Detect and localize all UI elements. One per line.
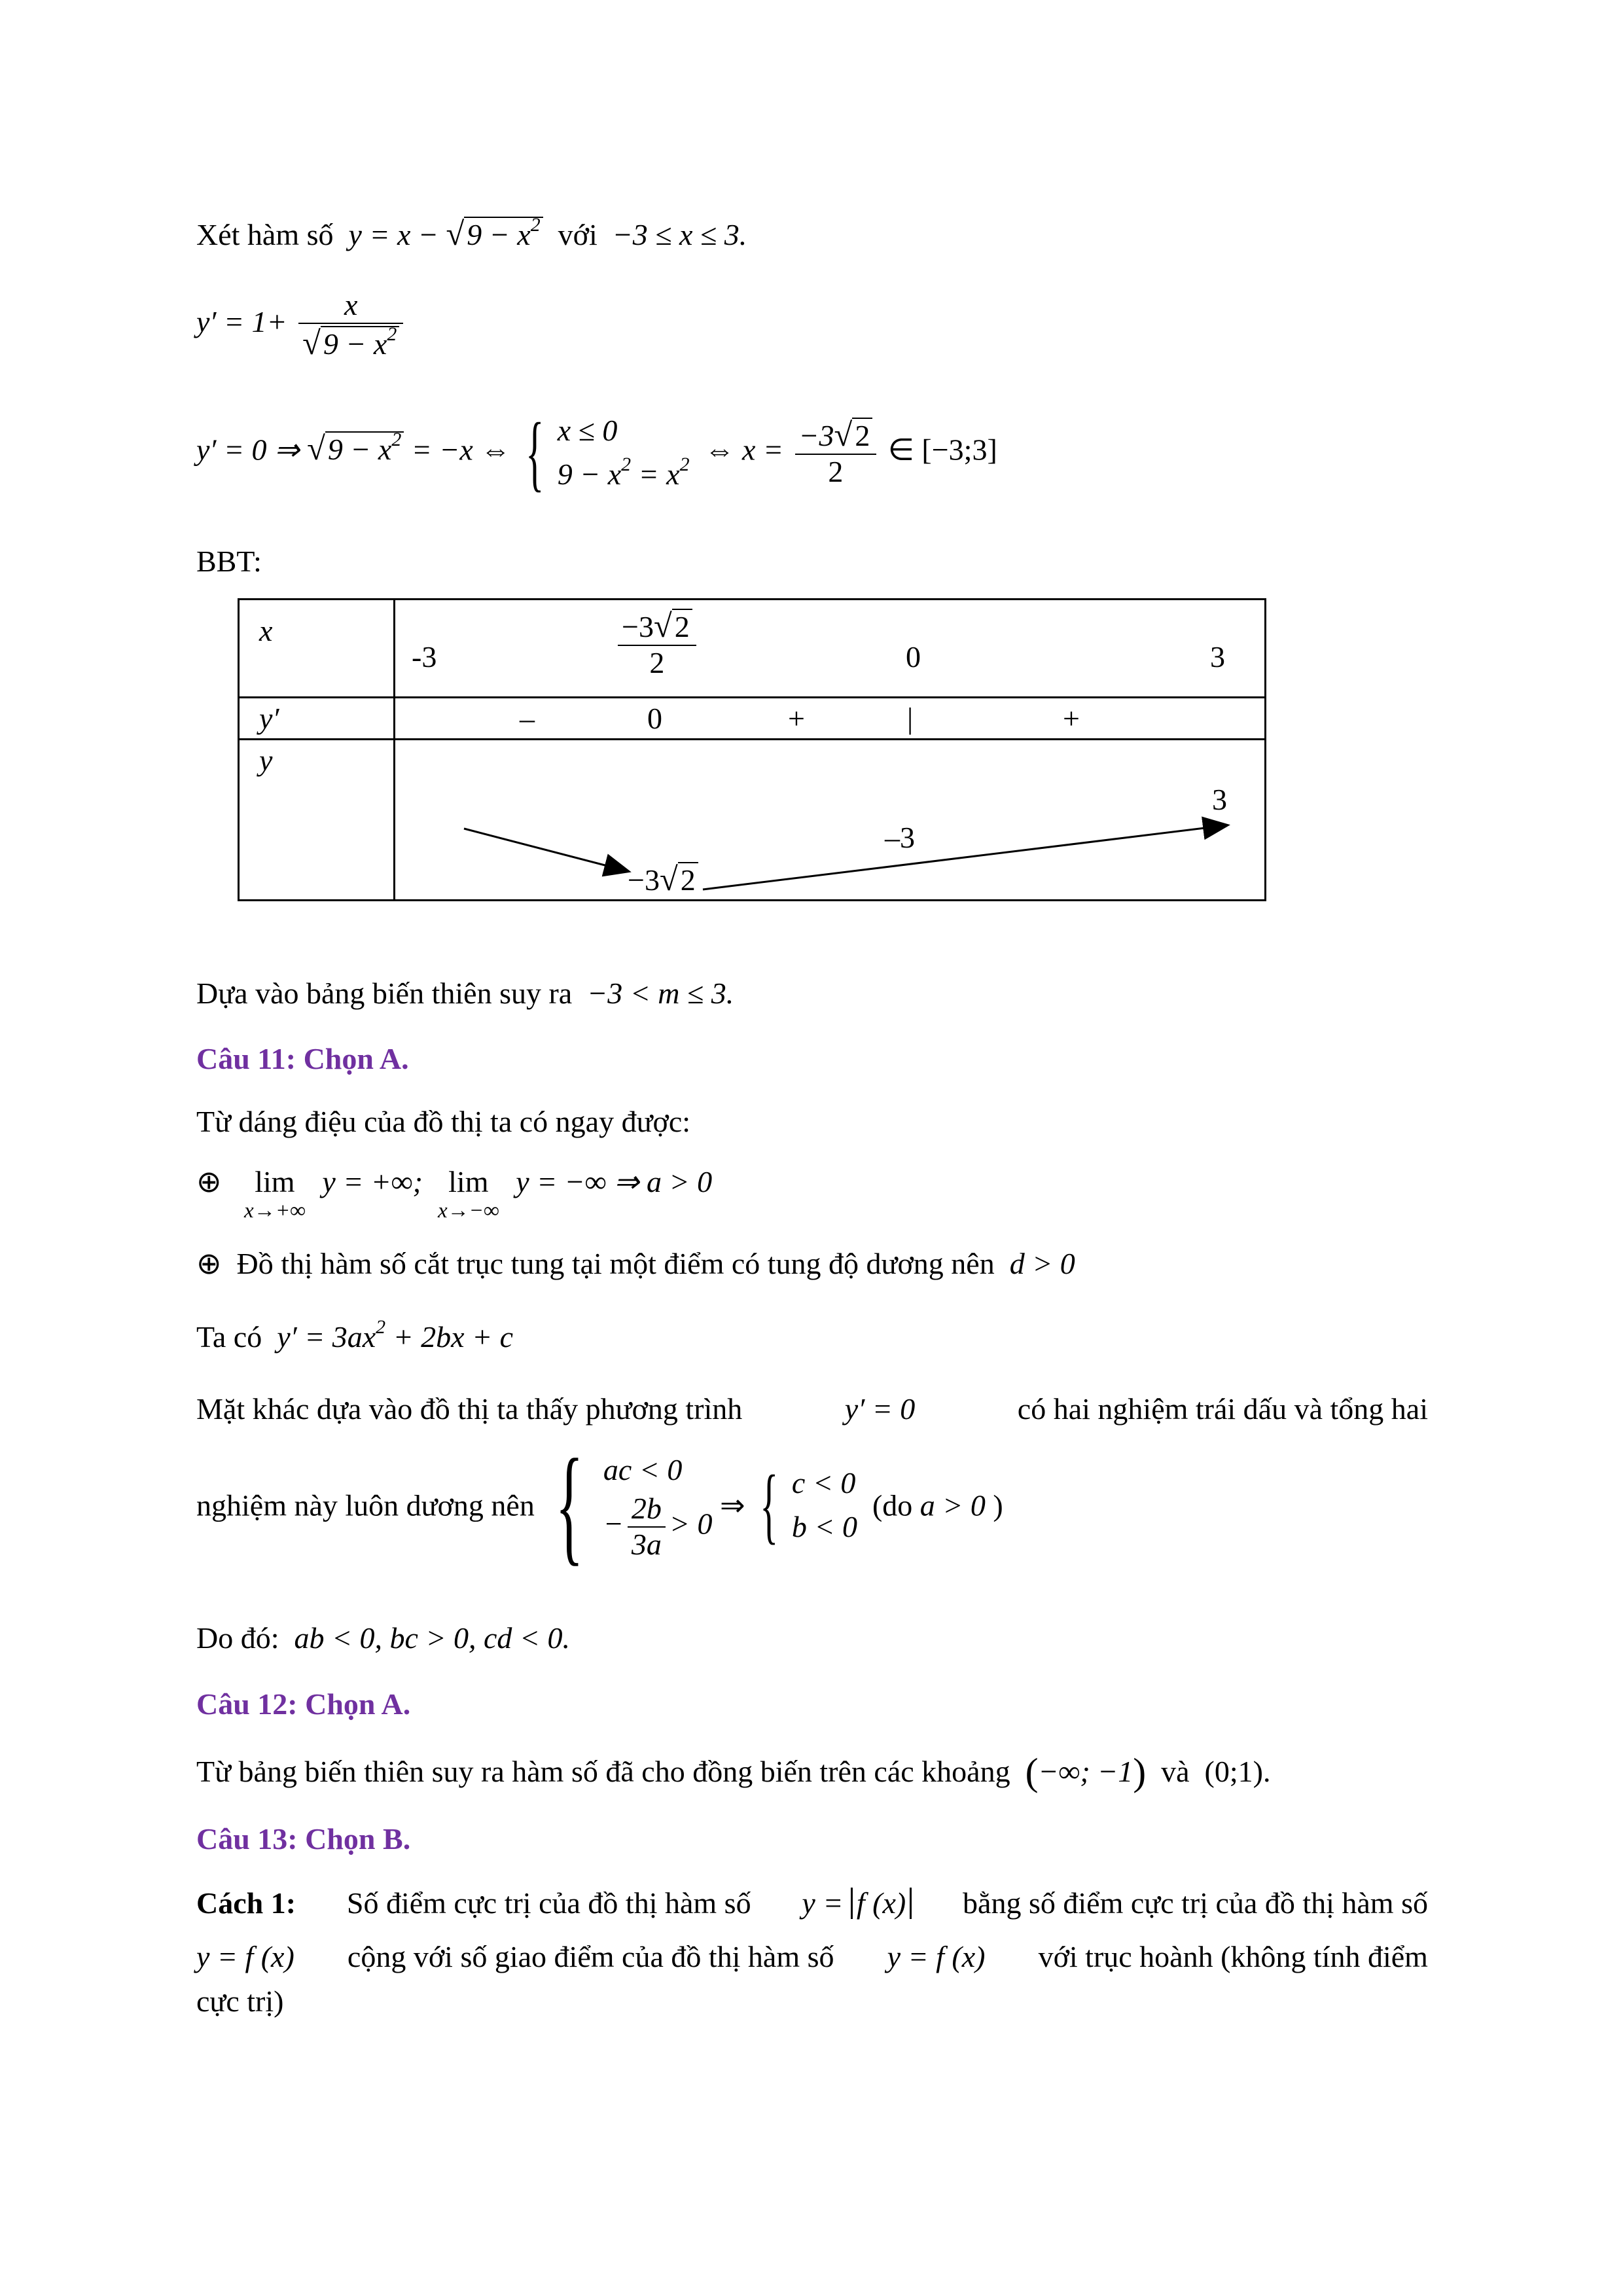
q11-line-3-text: Đồ thị hàm số cắt trục tung tại một điểm có tung độ dương nên [236, 1247, 995, 1280]
method-1-text-2: bằng số điểm cực trị của đồ thị hàm số [963, 1886, 1428, 1920]
x-value-left: -3 [412, 640, 437, 673]
q12-text [196, 1749, 1270, 1796]
note: (do a > 0 ) [872, 1488, 1003, 1522]
q12-text-body: Từ bảng biến thiên suy ra hàm số đã cho đồng biến trên các khoảng [196, 1755, 1010, 1789]
q12-interval-2: (0;1). [1204, 1755, 1271, 1789]
q11-line-3-math: d > 0 [1009, 1247, 1075, 1280]
function-intro [196, 214, 747, 254]
fraction-numerator: x [298, 288, 403, 324]
left-brace: { [525, 405, 544, 500]
var-y: y [348, 218, 362, 251]
left-brace: { [555, 1433, 584, 1577]
y-min-coef: −3 [628, 863, 660, 897]
q12-interval-1: (−∞; −1) [1025, 1750, 1147, 1793]
q13-line-2 [196, 1939, 1428, 1975]
yprime-undefined-bar: | [907, 702, 914, 735]
result-c: c < 0 [791, 1466, 856, 1500]
table-row-yprime [239, 698, 1266, 740]
row-label-y: y [259, 744, 273, 777]
implies-symbol: ⇒ [719, 1488, 745, 1522]
critical-radicand: 2 [672, 609, 692, 643]
system-line-1: x ≤ 0 [557, 414, 618, 447]
radicand: 9 − x [467, 218, 531, 251]
q12-heading: Câu 12: Chọn A. [196, 1687, 411, 1721]
rhs-text: = −x ⇔ [411, 433, 511, 467]
q11-line-5 [196, 1391, 1428, 1427]
q13-fx-2: y = f (x) [887, 1940, 986, 1973]
limit-1: lim x→+∞ [244, 1165, 306, 1223]
derivative-lhs: y′ = 1+ [196, 305, 287, 339]
eq-part: = x − [369, 218, 438, 251]
variation-arrows [395, 740, 1268, 897]
row-label-x: x [259, 614, 273, 647]
condition-sum: − $\frac{2b}{3a}$ > 0 [603, 1492, 713, 1562]
system-result [792, 1462, 857, 1549]
equation-system [558, 409, 690, 496]
method-1-label: Cách 1: [196, 1886, 296, 1920]
table-row-x [239, 600, 1266, 698]
result-b: b < 0 [791, 1510, 857, 1543]
domain-condition: −3 ≤ x ≤ 3. [612, 218, 747, 251]
critical-num: −3 [622, 610, 654, 643]
q13-line-3: cực trị) [196, 1984, 284, 2018]
left-brace: { [760, 1458, 779, 1552]
limit-2: lim x→−∞ [437, 1165, 499, 1223]
fraction-denominator: 9 − x [323, 327, 387, 361]
q13-line-2-text-a: cộng với số giao điểm của đồ thị hàm số [347, 1940, 834, 1973]
row-label-yprime: y′ [259, 702, 279, 735]
sqrt-expr: $√9 - x^2$ [446, 214, 543, 254]
q11-line-6-text: nghiệm này luôn dương nên [196, 1488, 535, 1522]
q11-line-5-text-b: có hai nghiệm trái dấu và tổng hai [1017, 1392, 1428, 1426]
zero-lhs: y′ = 0 ⇒ [196, 433, 300, 467]
yprime-negative: – [520, 702, 535, 735]
exponent: 2 [530, 214, 541, 236]
sqrt-expr: $√9 - x^2$ [307, 429, 404, 469]
q11-line-3 [196, 1246, 1075, 1282]
method-1-text: Số điểm cực trị của đồ thị hàm số [346, 1886, 751, 1920]
root-denominator: 2 [828, 455, 844, 489]
system-conditions [603, 1448, 713, 1562]
q11-line-1: Từ dáng điệu của đồ thị ta có ngay được: [196, 1105, 691, 1138]
x-value-zero: 0 [906, 640, 921, 673]
q11-heading: Câu 11: Chọn A. [196, 1042, 409, 1075]
x-value-right: 3 [1210, 640, 1225, 673]
interval-membership: ∈ [−3;3] [887, 433, 997, 467]
q11-line-5-text-a: Mặt khác dựa vào đồ thị ta thấy phương trình [196, 1392, 743, 1426]
root-fraction: $\frac{-3√2}{2}$ [795, 416, 877, 490]
equiv-text: ⇔ x = [704, 433, 783, 467]
q11-conclusion [196, 1620, 570, 1656]
q11-line-4 [196, 1316, 514, 1355]
conclusion-text: Dựa vào bảng biến thiên suy ra [196, 977, 573, 1010]
decreasing-arrow [464, 829, 628, 871]
condition-ac: ac < 0 [603, 1452, 683, 1486]
variation-table [238, 598, 1266, 901]
y-max-value: 3 [1212, 783, 1227, 816]
yprime-zero: 0 [647, 702, 662, 735]
limit-2-expr: y = −∞ ⇒ a > 0 [516, 1165, 713, 1198]
q12-and: và [1161, 1755, 1190, 1789]
q11-system-line [196, 1433, 1003, 1577]
q13-line-1 [196, 1885, 1428, 1921]
conclusion [196, 975, 734, 1011]
root-numerator: −3 [798, 419, 834, 453]
y-min-radicand: 2 [678, 862, 698, 897]
intro-text: Xét hàm số [196, 218, 334, 251]
q11-conclusion-math: ab < 0, bc > 0, cd < 0. [294, 1621, 570, 1655]
bbt-label: BBT: [196, 545, 262, 578]
q11-limits [196, 1164, 712, 1221]
q11-derivative: $y' = 3ax^2 + 2bx + c$ [277, 1316, 514, 1354]
q13-abs-expr: y = f (x) [802, 1885, 912, 1921]
derivative-fraction: $\frac{x}{√9 - x^2}$ [298, 288, 403, 362]
system-line-2: $9 - x^2 = x^2$ [557, 453, 690, 491]
exponent: 2 [387, 323, 397, 345]
derivative-formula [196, 288, 407, 362]
x-value-critical: $\frac{-3√2}{2}$ [618, 607, 696, 681]
increasing-arrow [703, 825, 1226, 889]
y-min-value: −3√2 [628, 860, 698, 898]
radicand: 9 − x [327, 433, 392, 467]
table-row-y [239, 740, 1266, 901]
q13-heading: Câu 13: Chọn B. [196, 1822, 411, 1856]
limit-1-expr: y = +∞; [322, 1165, 423, 1198]
exponent: 2 [391, 429, 402, 451]
q11-conclusion-text: Do đó: [196, 1621, 279, 1655]
y-mid-value: –3 [885, 821, 915, 854]
root-radicand: 2 [852, 418, 872, 452]
q13-line-2-text-b: với trục hoành (không tính điểm [1038, 1940, 1428, 1973]
critical-den: 2 [649, 646, 665, 680]
bullet-icon: ⊕ [196, 1247, 222, 1280]
with-text: với [558, 218, 597, 251]
q11-line-4-text: Ta có [196, 1320, 262, 1354]
conclusion-math: −3 < m ≤ 3. [587, 977, 734, 1010]
yprime-positive-2: + [1063, 702, 1080, 735]
derivative-zero-solution [196, 405, 997, 500]
q13-fx-1: y = f (x) [196, 1940, 294, 1973]
yprime-positive-1: + [788, 702, 805, 735]
q11-line-5-math: y′ = 0 [844, 1392, 916, 1426]
bullet-icon: ⊕ [196, 1165, 222, 1198]
